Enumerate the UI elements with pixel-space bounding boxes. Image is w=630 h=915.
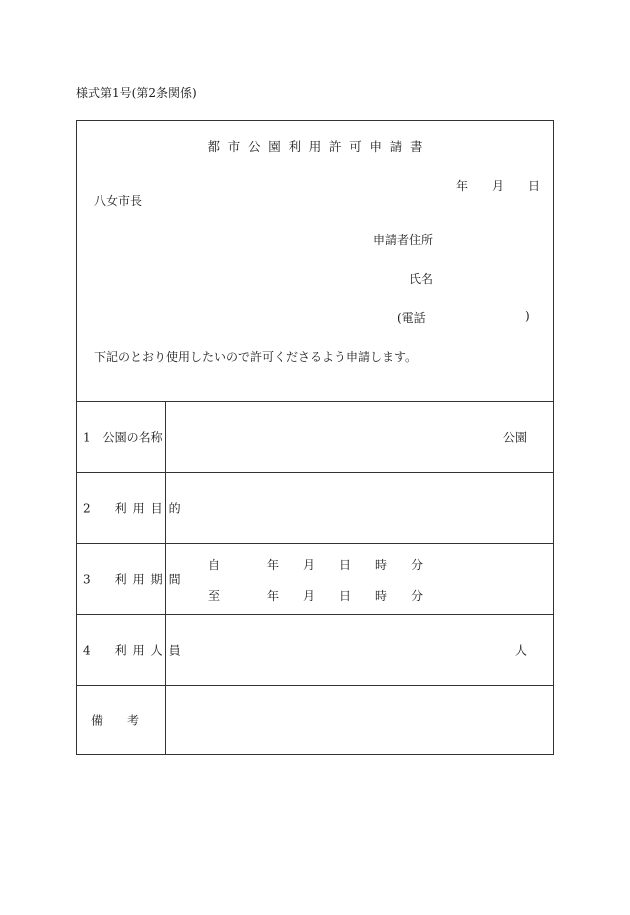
park-name-header (77, 402, 166, 472)
period-label: 3 利用期間 (83, 572, 187, 587)
addressee: 八女市長 (94, 194, 143, 208)
date-day-label: 日 (528, 179, 541, 193)
form-title: 都市公園利用許可申請書 (207, 139, 431, 154)
period-from-prefix: 自 (208, 558, 221, 572)
date-month-label: 月 (492, 179, 505, 193)
people-header (77, 615, 187, 685)
purpose-label: 2 利用目的 (83, 501, 187, 516)
phone-close-label: ) (525, 309, 530, 323)
period-header (77, 544, 187, 614)
period-to-day: 日 (339, 589, 352, 603)
form-number-label: 様式第1号(第2条関係) (76, 86, 197, 100)
remarks-label: 備 考 (91, 713, 140, 728)
period-to-month: 月 (303, 589, 316, 603)
application-form (76, 120, 554, 755)
period-from-year: 年 (267, 558, 280, 572)
period-from-hour: 時 (375, 558, 388, 572)
period-row (77, 544, 553, 615)
phone-open-label: (電話 (397, 311, 426, 325)
period-to-year: 年 (267, 589, 280, 603)
people-label: 4 利用人員 (83, 643, 187, 658)
park-name-label: 1 公園の名称 (83, 430, 163, 445)
purpose-row (77, 473, 553, 544)
period-to-prefix: 至 (208, 589, 221, 603)
remarks-row (77, 686, 553, 754)
purpose-header (77, 473, 187, 543)
period-to-minute: 分 (411, 589, 424, 603)
period-from-minute: 分 (411, 558, 424, 572)
period-to-hour: 時 (375, 589, 388, 603)
period-to-line (77, 587, 553, 603)
form-header-section (77, 121, 553, 402)
people-suffix: 人 (515, 643, 528, 658)
period-from-month: 月 (303, 558, 316, 572)
request-statement: 下記のとおり使用したいので許可くださるよう申請します。 (94, 350, 418, 364)
applicant-address-label: 申請者住所 (373, 233, 434, 247)
remarks-header (77, 686, 166, 754)
period-from-line (77, 556, 553, 572)
period-from-day: 日 (339, 558, 352, 572)
park-name-row (77, 402, 553, 473)
people-row (77, 615, 553, 686)
date-year-label: 年 (456, 179, 469, 193)
park-suffix: 公園 (503, 430, 528, 445)
applicant-name-label: 氏名 (409, 272, 434, 286)
